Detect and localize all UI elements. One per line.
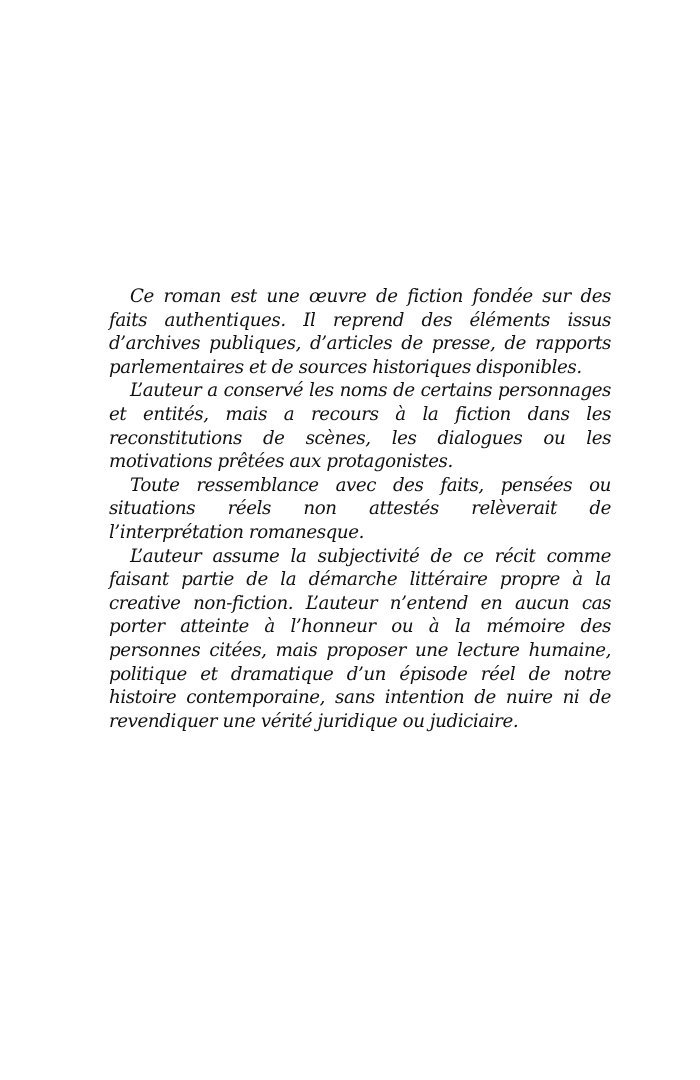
disclaimer-paragraph-resemblance: Toute ressemblance avec des faits, pensées ou situations réels non attestés relèverait de l’interprétation romanesque. (109, 474, 611, 543)
disclaimer-paragraph-subjectivity: L’auteur assume la subjectivité de ce récit comme faisant partie de la démarche littéraire propre à la creative non-fiction. L’auteur n’entend en aucun cas porter atteinte à l’honneur ou à la mémoire des personnes citées, mais proposer une lecture humaine, politique et dramatique d’un épisode réel de notre histoire contemporaine, sans intention de nuire ni de revendiquer une vérité juridique ou judiciaire. (109, 545, 611, 732)
disclaimer-paragraph-fiction-basis: Ce roman est une œuvre de fiction fondée sur des faits authentiques. Il reprend des éléments issus d’archives publiques, d’articles de presse, de rapports parlementaires et de sources historiques disponibles. (109, 286, 611, 378)
disclaimer-paragraph-names-conserved: L’auteur a conservé les noms de certains personnages et entités, mais a recours à la fiction dans les reconstitutions de scènes, les dialogues ou les motivations prêtées aux protagonistes. (109, 380, 611, 473)
fiction-disclaimer (109, 285, 611, 733)
